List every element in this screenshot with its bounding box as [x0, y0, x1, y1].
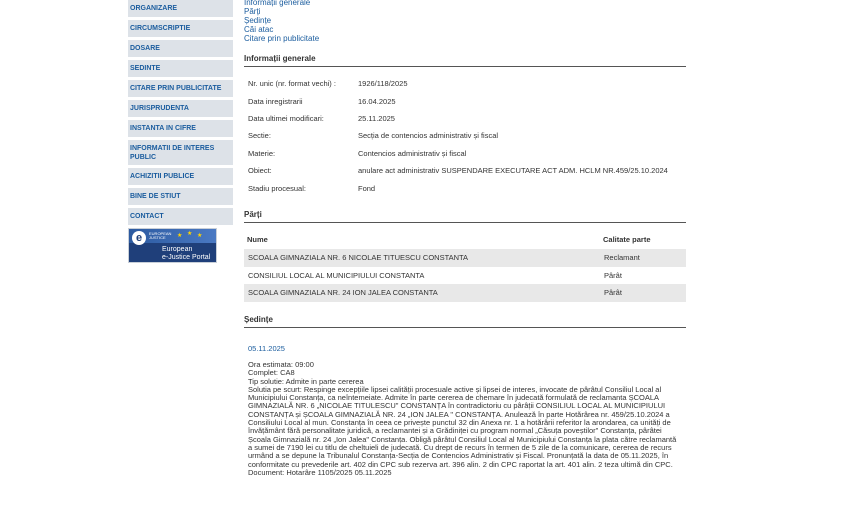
- ejustice-portal-logo[interactable]: [128, 228, 217, 263]
- column-header-nume: Nume: [247, 234, 268, 244]
- party-role: Pârât: [604, 270, 622, 280]
- e-justice-icon: e: [132, 231, 146, 245]
- sedinta-details: [248, 361, 682, 477]
- info-section: [244, 54, 686, 197]
- top-links: [244, 0, 319, 43]
- info-value: anulare act administrativ SUSPENDARE EXECUTARE ACT ADM. HCLM NR.459/25.10.2024: [358, 166, 668, 176]
- party-name: CONSILIUL LOCAL AL MUNICIPIULUI CONSTANTA: [248, 270, 425, 280]
- info-row: [244, 162, 686, 179]
- link-citare-publicitate[interactable]: Citare prin publicitate: [244, 34, 320, 43]
- sedinta-date: 05.11.2025: [248, 344, 285, 353]
- party-role: Reclamant: [600, 249, 686, 267]
- info-value: 25.11.2025: [358, 113, 395, 123]
- logo-text-european: European: [162, 246, 193, 253]
- link-parti[interactable]: Părți: [244, 7, 261, 16]
- sedinte-section-header: Ședințe: [244, 315, 686, 328]
- info-label: Sectie:: [248, 131, 271, 141]
- info-row: [244, 179, 686, 196]
- sidebar-nav: [128, 0, 233, 263]
- column-header-calitate: Calitate parte: [603, 234, 651, 244]
- sedinta-solutie: Solutia pe scurt: Respinge excepțiile lipsei calității procesuale active și lipsei de interes, invocate de pârâtul Consiliul Local al Municipiului Constanța, ca neîntemeiate. Admite în parte cererea de chemare în judecată formulată de reclamanta ȘCOALA GIMNAZIALĂ NR. 6 „NICOLAE TITULESCU" CONSTANȚA în contradictoriu cu pârâții CONSILIUL LOCAL AL MUNICIPIULUI CONSTANȚA și ȘCOALA GIMNAZIALĂ NR. 24 „ION JALEA " CONSTANȚA. Anulează în parte Hotărârea nr. 459/25.10.2024 a Consiliului Local al mun. Constanța în ceea ce privește punctul 32 din Anexa nr. 1 a hotărârii referitor la arondarea, ca unități de învățământ fără personalitate juridică, a reclamantei și a Grădiniței cu program normal „Căsuța poveștilor" Constanța, pârâtei Școala Gimnazială nr. 24 „Ion Jalea" Constanța. Obligă pârâtul Consiliul Local al Municipiului Constanța la plata către reclamantă a sumei de 7190 lei cu titlu de cheltuieli de judecată. Cu drept de recurs în termen de 5 zile de la comunicare, cererea de recurs urmând a se depune la Tribunalul Constanța-Secția de Contencios Administrativ și Fiscal. Pronunțată la data de 05.11.2025, în conformitate cu prevederile art. 402 din CPC sub rezerva art. 396 alin. 2 din CPC raportat la art. 401 alin. 2 teza ultimă din CPC.: [248, 384, 677, 469]
- star-icon: ★: [177, 233, 183, 239]
- sedinta-document: Document: Hotarâre 1105/2025 05.11.2025: [248, 467, 392, 477]
- link-informatii-generale[interactable]: Informații generale: [244, 0, 311, 7]
- info-value: Secția de contencios administrativ și fiscal: [358, 131, 499, 141]
- table-header-row: [244, 229, 686, 249]
- sidebar-item-dosare[interactable]: DOSARE: [128, 40, 233, 57]
- sidebar-item-instanta-in-cifre[interactable]: INSTANTA IN CIFRE: [128, 120, 233, 137]
- info-label: Materie:: [248, 148, 276, 158]
- parti-section-header: Părți: [244, 210, 686, 223]
- info-row: [244, 145, 686, 162]
- party-role: Pârât: [600, 284, 686, 302]
- info-label: Data ultimei modificari:: [248, 113, 324, 123]
- party-name: SCOALA GIMNAZIALA NR. 24 ION JALEA CONSTANTA: [244, 284, 600, 302]
- sedinte-section: [244, 315, 686, 477]
- sidebar-item-sedinte[interactable]: SEDINTE: [128, 60, 233, 77]
- sidebar-item-bine-de-stiut[interactable]: BINE DE STIUT: [128, 188, 233, 205]
- parti-table: [244, 229, 686, 302]
- sidebar-item-citare[interactable]: CITARE PRIN PUBLICITATE: [128, 80, 233, 97]
- sidebar-item-contact[interactable]: CONTACT: [128, 208, 233, 225]
- star-icon: ★: [197, 233, 203, 239]
- info-value: 16.04.2025: [358, 96, 396, 106]
- sidebar-item-organizare[interactable]: ORGANIZARE: [128, 0, 233, 17]
- table-row: [244, 249, 686, 267]
- info-row: [244, 110, 686, 127]
- sidebar-item-achizitii[interactable]: ACHIZITII PUBLICE: [128, 168, 233, 185]
- sedinta-ora: Ora estimata: 09:00: [248, 360, 314, 369]
- sidebar-item-jurisprudenta[interactable]: JURISPRUDENTA: [128, 100, 233, 117]
- info-row: [244, 75, 686, 92]
- info-row: [244, 92, 686, 109]
- sedinta-complet: Complet: CA8: [248, 368, 295, 378]
- info-value: Fond: [358, 183, 376, 193]
- info-row: [244, 127, 686, 144]
- info-value: 1926/118/2025: [358, 79, 408, 89]
- logo-small-text: EUROPEAN JUSTICE: [149, 231, 172, 240]
- sedinta-tip-solutie: Tip solutie: Admite in parte cererea: [248, 376, 364, 386]
- logo-text-portal: e-Justice Portal: [162, 254, 211, 261]
- party-name: SCOALA GIMNAZIALA NR. 6 NICOLAE TITUESCU CONSTANTA: [244, 249, 600, 267]
- sidebar-item-informatii-interes-public[interactable]: INFORMATII DE INTERES PUBLIC: [128, 140, 233, 165]
- info-label: Nr. unic (nr. format vechi) :: [248, 79, 336, 89]
- table-row: [244, 284, 686, 302]
- info-label: Obiect:: [248, 166, 272, 176]
- info-value: Contencios administrativ și fiscal: [358, 148, 467, 158]
- parti-section: [244, 210, 686, 302]
- sidebar-item-circumscriptie[interactable]: CIRCUMSCRIPTIE: [128, 20, 233, 37]
- table-row: [244, 267, 686, 285]
- link-cai-atac[interactable]: Căi atac: [244, 25, 274, 34]
- info-label: Data inregistrarii: [248, 96, 303, 106]
- info-table: [244, 75, 686, 197]
- info-label: Stadiu procesual:: [248, 183, 306, 193]
- info-section-header: Informații generale: [244, 54, 686, 67]
- star-icon: ★: [187, 231, 193, 237]
- link-sedinte[interactable]: Ședințe: [244, 16, 272, 25]
